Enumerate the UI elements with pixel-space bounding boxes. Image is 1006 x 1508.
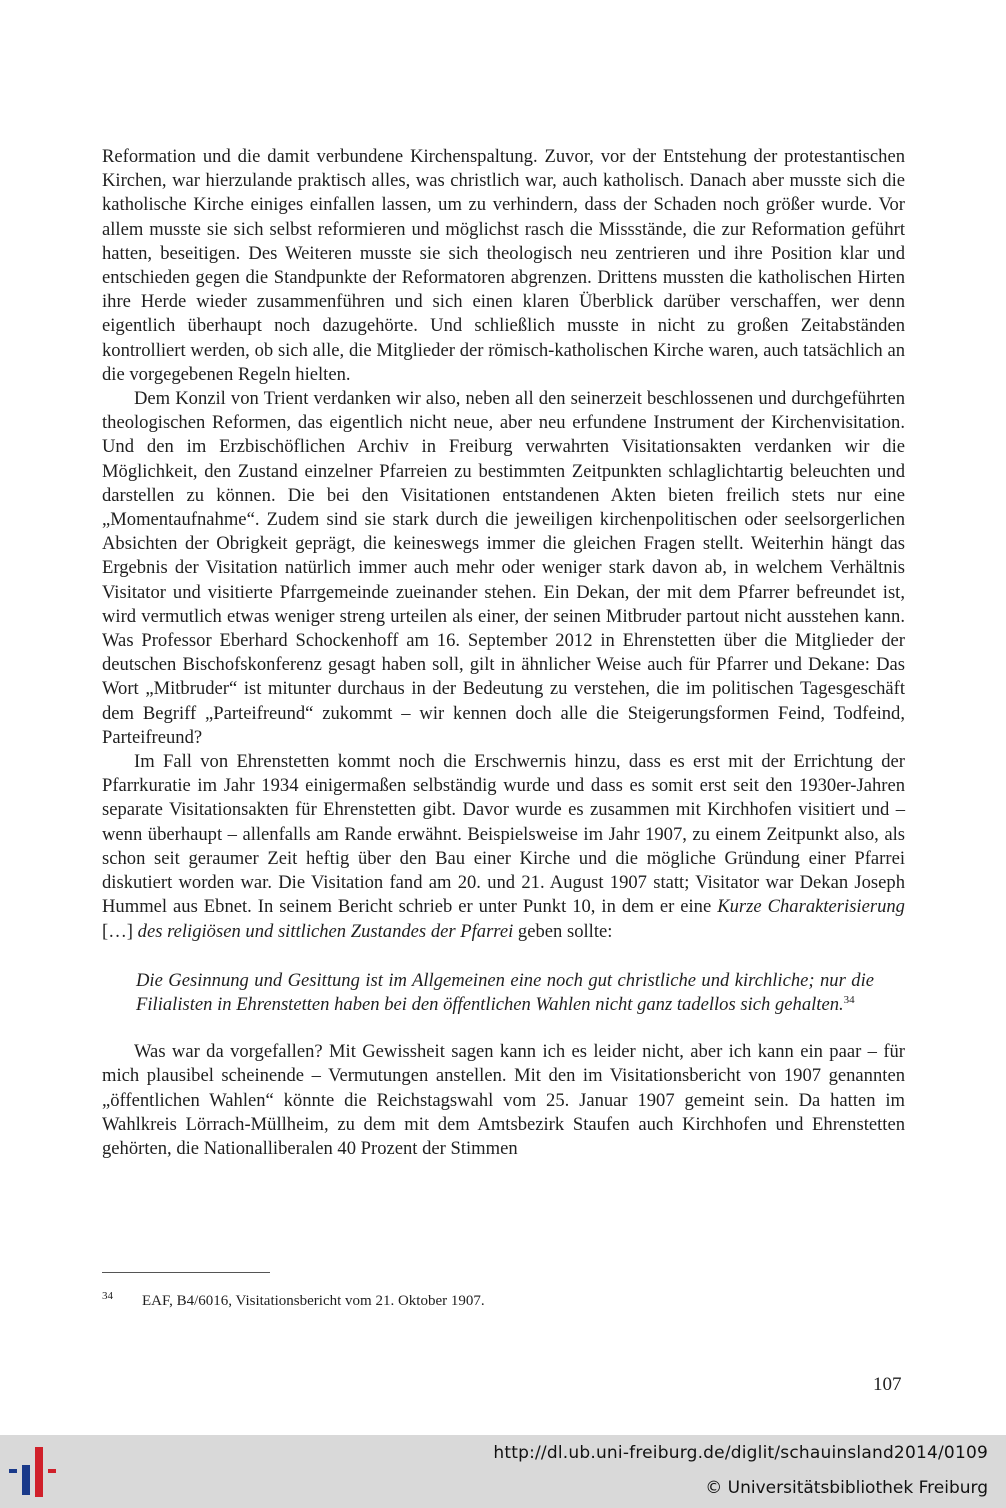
paragraph-3-lead: Im Fall von Ehrenstetten kommt noch die Erschwernis hinzu, dass es erst mit der Errichtung der Pfarrkuratie im Jahr 1934 einigermaßen selbständig wurde und dass es somit erst seit den 1930er-Jahren separate Visitationsakten für Ehrenstetten gibt. Davor wurde es zusammen mit Kirchhofen visitiert und – wenn überhaupt – allenfalls am Rande erwähnt. Beispielsweise im Jahr 1907, zu einem Zeitpunkt also, als schon seit geraumer Zeit heftig über den Bau einer Kirche und die mögliche Gründung einer Pfarrei diskutiert worden war. Die Visitation fand am 20. und 21. August 1907 statt; Visitator war Dekan Joseph Hummel aus Ebnet. In seinem Bericht schrieb er unter Punkt 10, in dem er eine <box>102 751 905 918</box>
ub-freiburg-logo-icon <box>8 1447 64 1497</box>
footnote-reference[interactable]: 34 <box>843 993 855 1006</box>
page-number: 107 <box>873 1374 902 1395</box>
copyright-text: © Universitätsbibliothek Freiburg <box>705 1478 988 1498</box>
paragraph-3-mid: […] <box>102 920 138 942</box>
paragraph-2: Dem Konzil von Trient verdanken wir also, neben all den seinerzeit beschlossenen und durchgeführten theologischen Reformen, das eigentlich nicht neue, aber neu erfundene Instrument der Kirchenvisitation. Und den im Erzbischöflichen Archiv in Freiburg verwahrten Visitationsakten verdanken wir die Möglichkeit, den Zustand einzelner Pfarreien zu bestimmten Zeitpunkten schlaglichtartig beleuchten und darstellen zu können. Die bei den Visitationen entstandenen Akten bieten freilich stets nur eine „Momentaufnahme“. Zudem sind sie stark durch die jeweiligen kirchenpolitischen oder seelsorgerlichen Absichten der Obrigkeit geprägt, die keineswegs immer die gleichen Fragen stellt. Weiterhin hängt das Ergebnis der Visitation natürlich immer auch mehr oder weniger stark davon ab, in welchem Verhältnis Visitator und visitierte Pfarrgemeinde zueinander stehen. Ein Dekan, der mit dem Pfarrer befreundet ist, wird vermutlich etwas weniger streng urteilen als einer, der seinen Mitbruder partout nicht ausstehen kann. Was Professor Eberhard Schockenhoff am 16. September 2012 in Ehrenstetten über die Mitglieder der deutschen Bischofskonferenz gesagt haben soll, gilt in ähnlicher Weise auch für Pfarrer und Dekane: Das Wort „Mitbruder“ ist mitunter durchaus in der Bedeutung zu verstehen, die im politischen Tagesgeschäft dem Begriff „Parteifreund“ zukommt – wir kennen doch alle die Steigerungsformen Feind, Todfeind, Parteifreund? <box>102 388 905 748</box>
main-text <box>102 145 905 1161</box>
paragraph-3-italic-1: Kurze Charakterisierung <box>717 896 905 918</box>
paragraph-3-tail: geben sollte: <box>513 920 613 942</box>
quote-text: Die Gesinnung und Gesittung ist im Allgemeinen eine noch gut christliche und kirchliche; nur die Filialisten in Ehrenstetten haben bei den öffentlichen Wahlen nicht ganz tadellos sich gehalten. <box>136 969 874 1015</box>
paragraph-4: Was war da vorgefallen? Mit Gewissheit sagen kann ich es leider nicht, aber ich kann ein paar – für mich plausibel scheinende – Vermutungen anstellen. Mit den im Visitationsbericht von 1907 genannten „öffentlichen Wahlen“ könnte die Reichstagswahl vom 25. Januar 1907 gemeint sein. Da hatten im Wahlkreis Lörrach-Müllheim, zu dem mit dem Amtsbezirk Staufen auch Kirchhofen und Ehrenstetten gehörten, die Nationalliberalen 40 Prozent der Stimmen <box>102 1041 905 1159</box>
footnote-text: EAF, B4/6016, Visitationsbericht vom 21. Oktober 1907. <box>142 1293 485 1309</box>
block-quote <box>136 969 874 1017</box>
paragraph-3-italic-2: des religiösen und sittlichen Zustandes der Pfarrei <box>137 920 514 942</box>
footnote-divider <box>102 1272 270 1273</box>
source-url-link[interactable]: http://dl.ub.uni-freiburg.de/diglit/schauinsland2014/0109 <box>493 1443 988 1463</box>
paragraph-3 <box>102 750 905 944</box>
footnote-number: 34 <box>102 1290 113 1302</box>
paragraph-1: Reformation und die damit verbundene Kirchenspaltung. Zuvor, vor der Entstehung der protestantischen Kirchen, war hierzulande praktisch alles, was christlich war, auch katholisch. Danach aber musste sich die katholische Kirche einiges einfallen lassen, um zu verhindern, dass der Schaden noch größer wurde. Vor allem musste sie sich selbst reformieren und möglichst rasch die Missstände, die zur Reformation geführt hatten, beseitigen. Des Weiteren musste sie sich theologisch neu zentrieren und ihre Position klar und entschieden gegen die Standpunkte der Reformatoren abgrenzen. Drittens mussten die katholischen Hirten ihre Herde wieder zusammenführen und sich einen klaren Überblick darüber verschaffen, wer denn eigentlich überhaupt noch dazugehörte. Und schließlich musste in nicht zu großen Zeitabständen kontrolliert werden, ob sich alle, die Mitglieder der römisch-katholischen Kirche waren, auch tatsächlich an die vorgegebenen Regeln hielten. <box>102 146 905 385</box>
footer-bar <box>0 1435 1006 1508</box>
